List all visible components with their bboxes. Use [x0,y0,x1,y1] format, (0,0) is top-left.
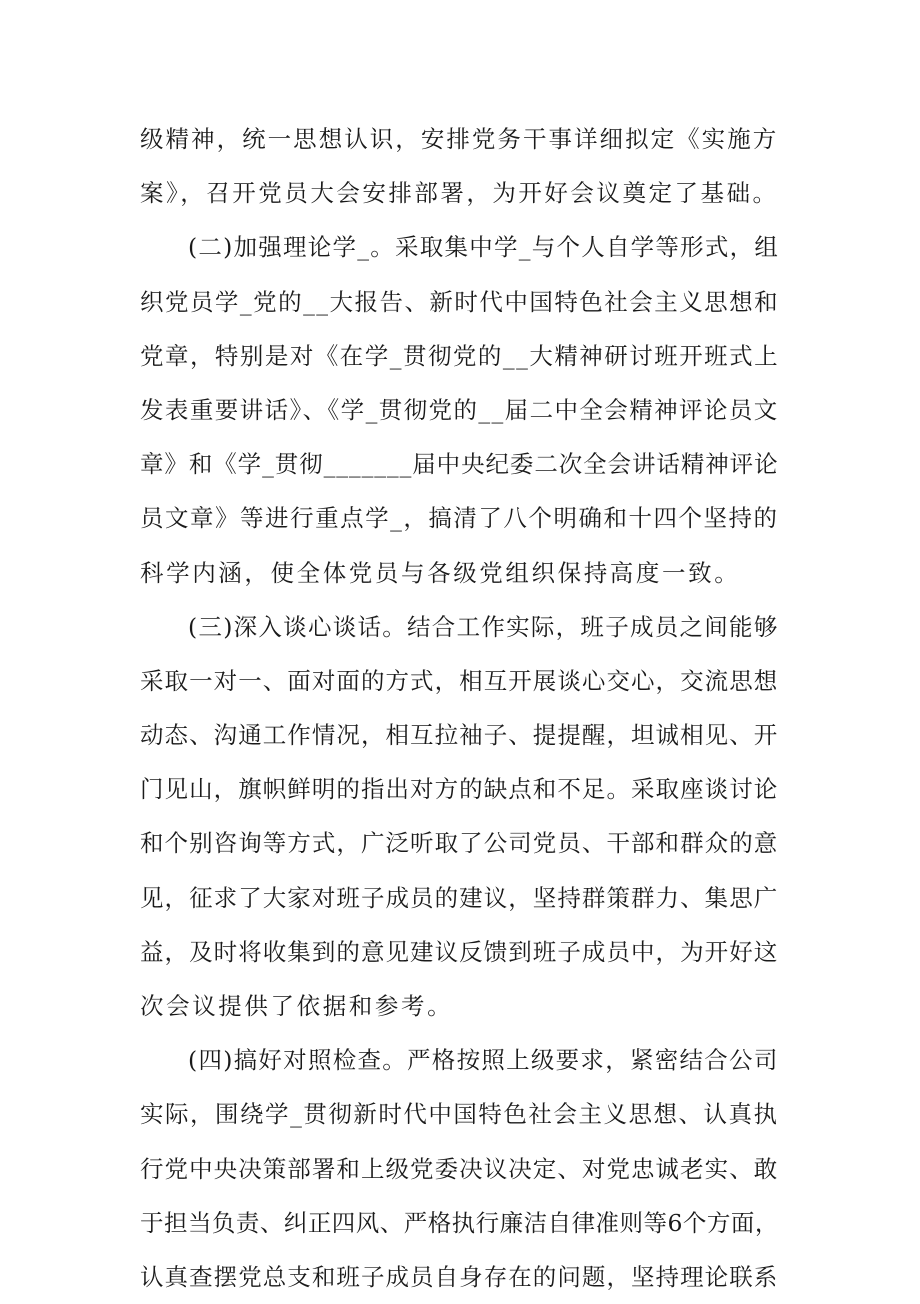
text-line: 采取一对一、面对面的方式，相互开展谈心交心，交流思想 [140,666,779,695]
text-line: 次会议提供了依据和参考。 [140,992,454,1020]
text-line: 级精神，统一思想认识，安排党务干事详细拟定《实施方 [140,125,779,153]
document-body [140,112,780,1304]
text-line: 行党中央决策部署和上级党委决议决定、对党忠诚老实、敢 [140,1154,779,1183]
text-line: 见，征求了大家对班子成员的建议，坚持群策群力、集思广 [140,883,779,912]
text-line: 门见山，旗帜鲜明的指出对方的缺点和不足。采取座谈讨论 [140,775,779,804]
text-line: 员文章》等进行重点学_，搞清了八个明确和十四个坚持的 [140,504,779,533]
text-line: 发表重要讲话》、《学_贯彻党的__届二中全会精神评论员文 [140,395,779,424]
text-line: 章》和《学_贯彻_______届中央纪委二次全会讲话精神评论 [140,450,779,479]
paragraph-start-line: (四)搞好对照检查。严格按照上级要求，紧密结合公司 [188,1046,779,1075]
text-line: 动态、沟通工作情况，相互拉袖子、提提醒，坦诚相见、开 [140,721,779,750]
text-line: 案》，召开党员大会安排部署，为开好会议奠定了基础。 [140,179,779,208]
text-line: 织党员学_党的__大报告、新时代中国特色社会主义思想和 [140,287,780,316]
text-line: 和个别咨询等方式，广泛听取了公司党员、干部和群众的意 [140,829,779,858]
text-line: 认真查摆党总支和班子成员自身存在的问题，坚持理论联系 [140,1262,779,1291]
text-line: 党章，特别是对《在学_贯彻党的__大精神研讨班开班式上 [140,341,780,370]
text-line: 科学内涵，使全体党员与各级党组织保持高度一致。 [140,558,741,587]
paragraph-start-line: (三)深入谈心谈话。结合工作实际，班子成员之间能够 [188,612,779,641]
text-line: 益，及时将收集到的意见建议反馈到班子成员中，为开好这 [140,937,779,966]
text-line: 实际，围绕学_贯彻新时代中国特色社会主义思想、认真执 [140,1100,779,1129]
text-line: 于担当负责、纠正四风、严格执行廉洁自律准则等6个方面， [140,1208,779,1237]
paragraph-start-line: (二)加强理论学_。采取集中学_与个人自学等形式，组 [188,233,780,262]
